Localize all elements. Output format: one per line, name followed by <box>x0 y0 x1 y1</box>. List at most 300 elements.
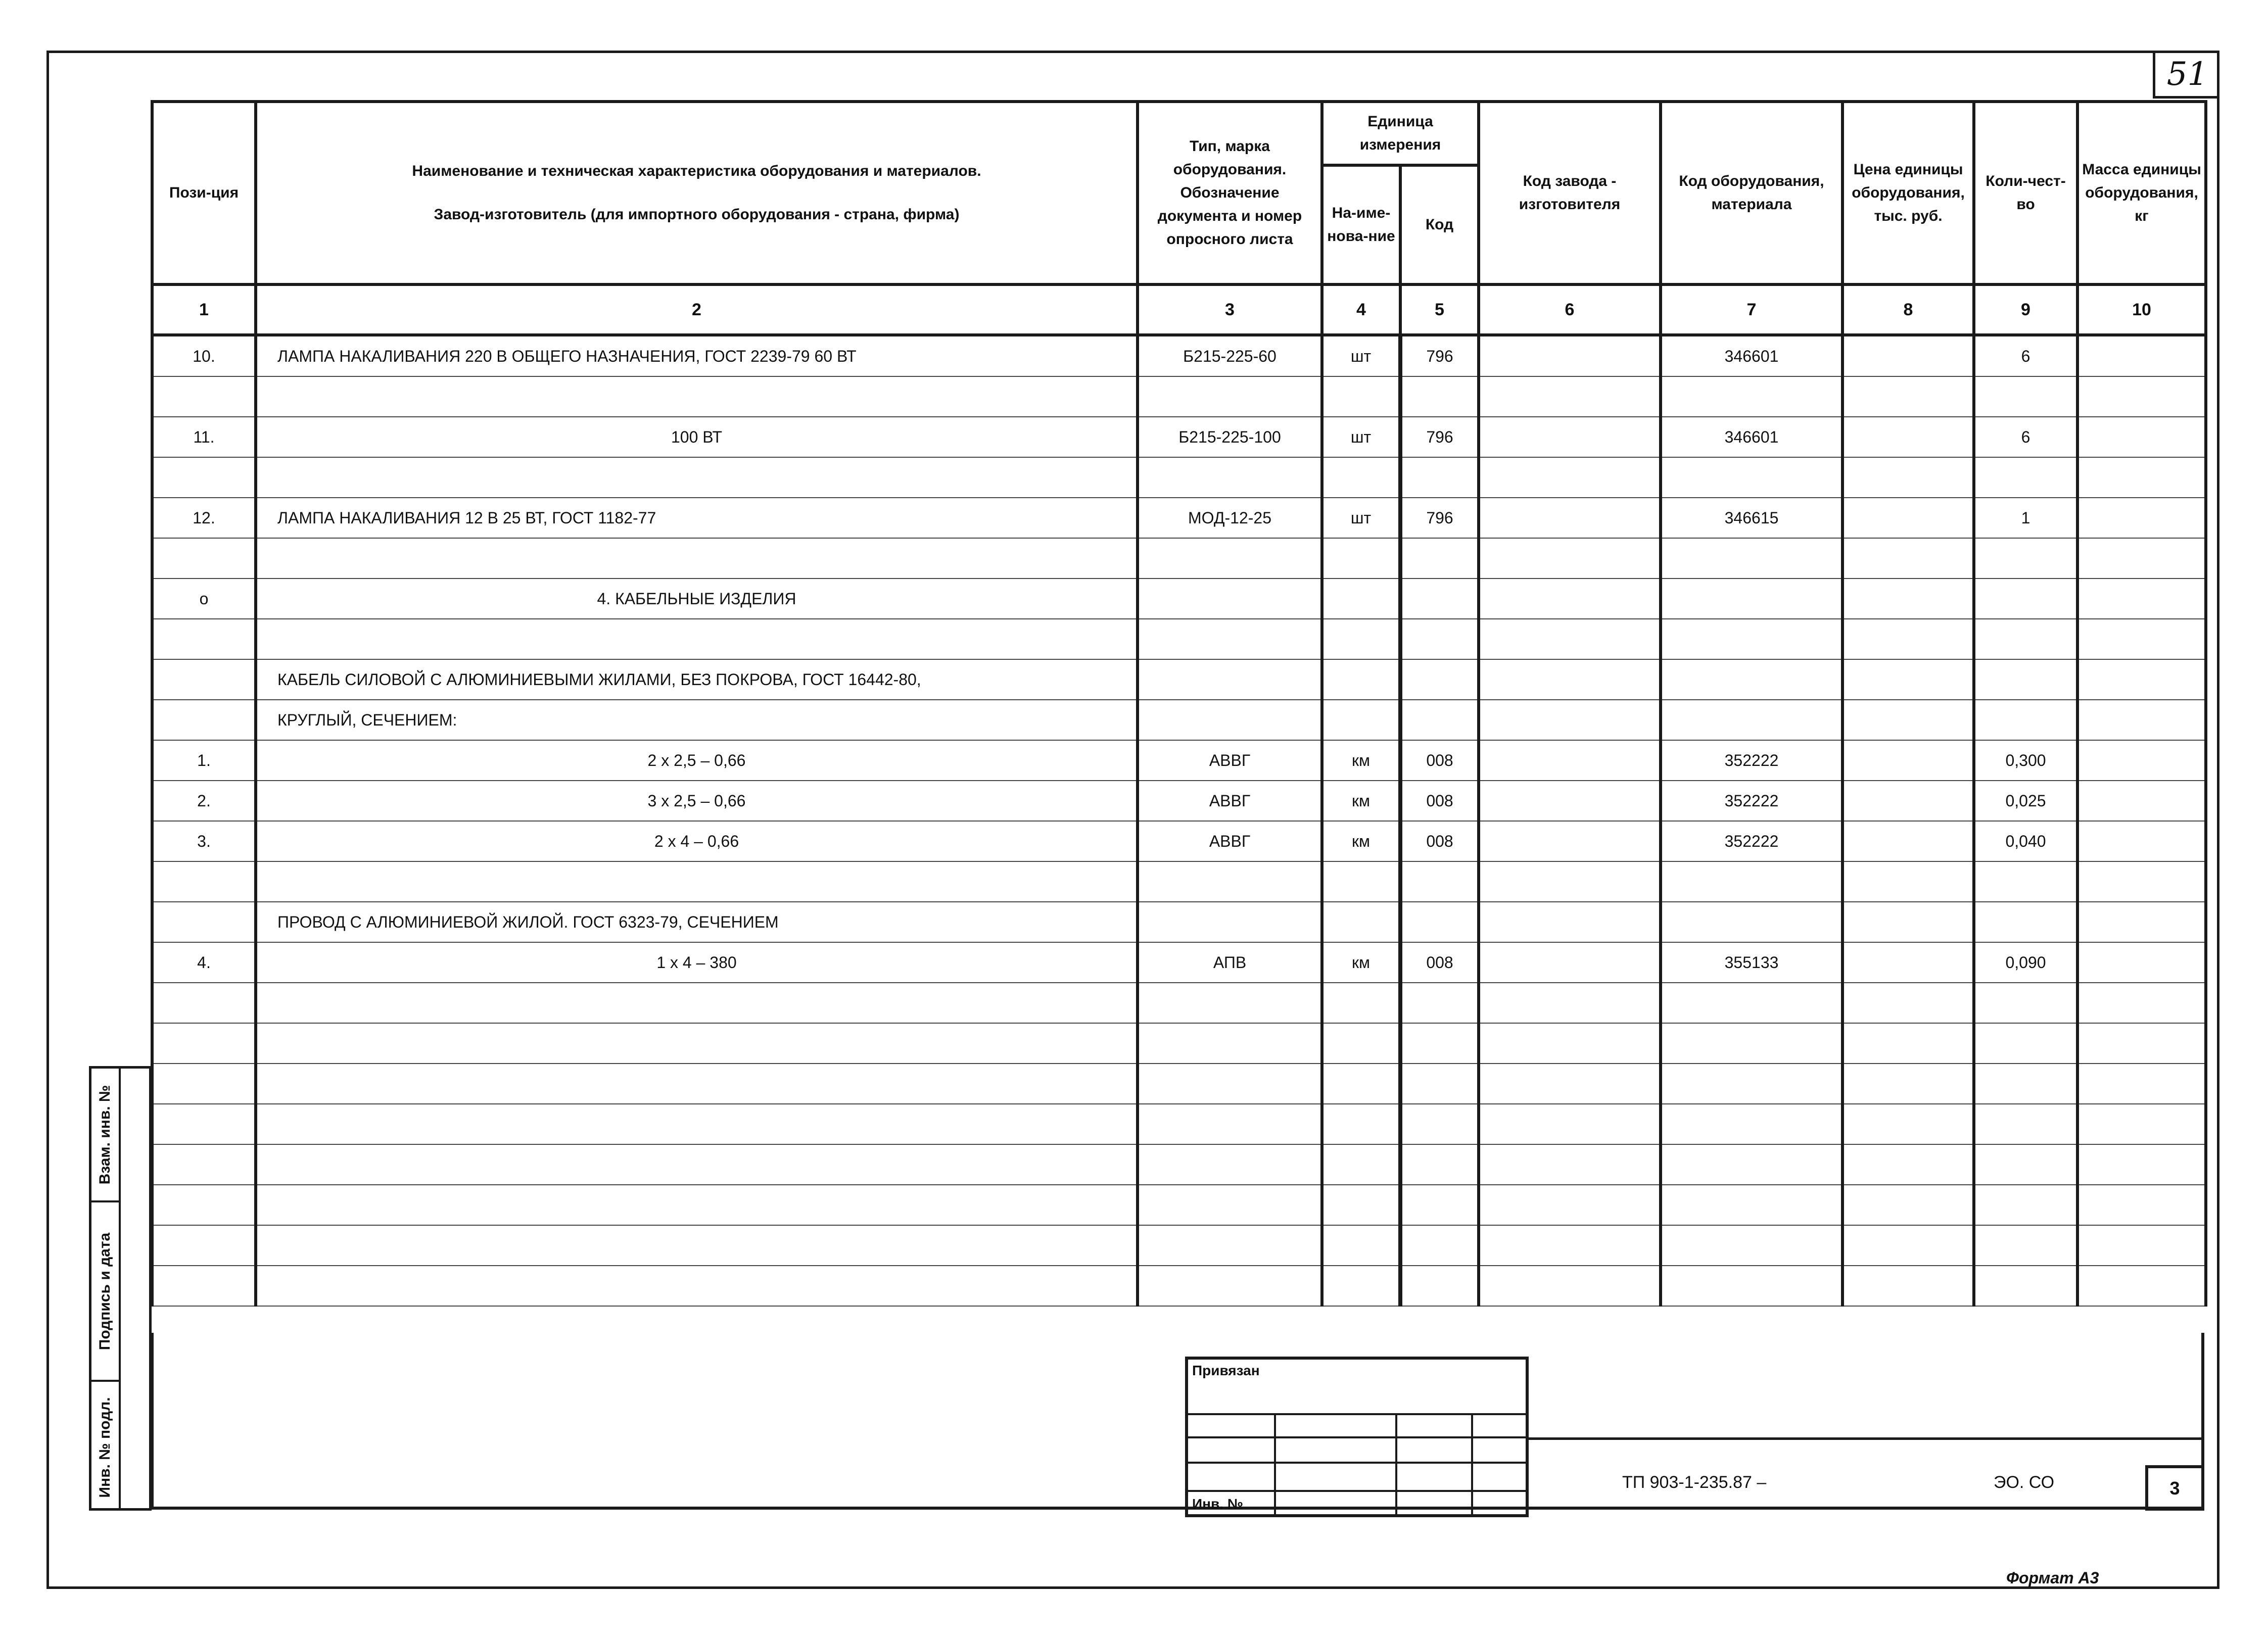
cell-type <box>1138 538 1322 578</box>
cell-factory-code <box>1479 1144 1661 1185</box>
cell-unit-code <box>1400 578 1479 619</box>
cell-price <box>1842 1023 1974 1064</box>
cell-equipment-code <box>1661 1266 1842 1306</box>
cell-equipment-code <box>1661 619 1842 659</box>
cell-type <box>1138 1023 1322 1064</box>
header-name <box>256 102 1138 284</box>
cell-unit-code <box>1400 983 1479 1023</box>
cell-equipment-code <box>1661 376 1842 417</box>
table-row <box>152 498 2206 538</box>
cell-mass <box>2077 417 2206 457</box>
column-number-row <box>152 284 2206 335</box>
cell-quantity <box>1974 1225 2077 1266</box>
cell-position: 12. <box>152 498 256 538</box>
header-price: Цена единицы оборудования, тыс. руб. <box>1842 102 1974 284</box>
binding-line <box>1188 1462 1526 1464</box>
header-equipment-code: Код оборудования, материала <box>1661 102 1842 284</box>
cell-name: 1 х 4 – 380 <box>256 942 1138 983</box>
cell-unit: шт <box>1322 417 1400 457</box>
cell-quantity <box>1974 457 2077 498</box>
cell-name <box>256 1023 1138 1064</box>
cell-name: 2 х 4 – 0,66 <box>256 821 1138 861</box>
cell-price <box>1842 1104 1974 1144</box>
cell-price <box>1842 498 1974 538</box>
column-number: 6 <box>1479 284 1661 335</box>
cell-name <box>256 1185 1138 1225</box>
column-number: 2 <box>256 284 1138 335</box>
cell-equipment-code <box>1661 1185 1842 1225</box>
cell-unit <box>1322 861 1400 902</box>
cell-type <box>1138 1144 1322 1185</box>
cell-unit <box>1322 376 1400 417</box>
header-unit-name: На-име-нова-ние <box>1322 165 1400 284</box>
cell-factory-code <box>1479 781 1661 821</box>
cell-name: КРУГЛЫЙ, СЕЧЕНИЕМ: <box>256 700 1138 740</box>
document-code: ТП 903-1-235.87 – <box>1622 1473 1767 1492</box>
cell-quantity <box>1974 902 2077 942</box>
cell-price <box>1842 821 1974 861</box>
cell-name: ЛАМПА НАКАЛИВАНИЯ 12 В 25 ВТ, ГОСТ 1182-77 <box>256 498 1138 538</box>
header-unit: Единица измерения <box>1322 102 1479 165</box>
cell-quantity: 6 <box>1974 417 2077 457</box>
column-number: 7 <box>1661 284 1842 335</box>
cell-position <box>152 861 256 902</box>
document-section: ЭО. СО <box>1994 1473 2055 1492</box>
cell-quantity <box>1974 578 2077 619</box>
cell-position <box>152 902 256 942</box>
cell-position <box>152 659 256 700</box>
table-row <box>152 781 2206 821</box>
side-label: Взам. инв. № <box>97 1085 113 1184</box>
cell-factory-code <box>1479 417 1661 457</box>
cell-equipment-code <box>1661 700 1842 740</box>
cell-type <box>1138 983 1322 1023</box>
cell-unit <box>1322 700 1400 740</box>
side-cell-replaced-inv <box>91 1069 119 1202</box>
cell-unit: км <box>1322 740 1400 781</box>
cell-unit-code <box>1400 1023 1479 1064</box>
specification-table <box>151 100 2207 1307</box>
column-number: 1 <box>152 284 256 335</box>
cell-name <box>256 1064 1138 1104</box>
cell-name: ЛАМПА НАКАЛИВАНИЯ 220 В ОБЩЕГО НАЗНАЧЕНИЯ, ГОСТ 2239-79 60 ВТ <box>256 335 1138 376</box>
cell-type: Б215-225-60 <box>1138 335 1322 376</box>
table-row <box>152 1144 2206 1185</box>
cell-unit <box>1322 983 1400 1023</box>
side-cell-original-inv <box>91 1382 119 1513</box>
table-row <box>152 983 2206 1023</box>
cell-name <box>256 376 1138 417</box>
cell-mass <box>2077 457 2206 498</box>
cell-quantity <box>1974 983 2077 1023</box>
cell-mass <box>2077 1064 2206 1104</box>
cell-name <box>256 1225 1138 1266</box>
cell-unit-code: 796 <box>1400 417 1479 457</box>
cell-position <box>152 700 256 740</box>
table-body <box>152 335 2206 1306</box>
cell-unit-code: 796 <box>1400 498 1479 538</box>
sheet-number: 51 <box>2153 51 2219 99</box>
cell-position <box>152 619 256 659</box>
cell-position <box>152 1064 256 1104</box>
cell-type <box>1138 659 1322 700</box>
cell-type <box>1138 700 1322 740</box>
table-row <box>152 740 2206 781</box>
cell-name: 4. КАБЕЛЬНЫЕ ИЗДЕЛИЯ <box>256 578 1138 619</box>
cell-position <box>152 1225 256 1266</box>
cell-unit <box>1322 619 1400 659</box>
cell-position <box>152 1144 256 1185</box>
cell-type: АВВГ <box>1138 821 1322 861</box>
cell-price <box>1842 659 1974 700</box>
cell-mass <box>2077 1185 2206 1225</box>
cell-unit <box>1322 1144 1400 1185</box>
cell-factory-code <box>1479 659 1661 700</box>
cell-factory-code <box>1479 942 1661 983</box>
cell-price <box>1842 1266 1974 1306</box>
cell-unit-code <box>1400 538 1479 578</box>
table-row <box>152 578 2206 619</box>
header-mass: Масса единицы оборудования, кг <box>2077 102 2206 284</box>
cell-unit-code <box>1400 1266 1479 1306</box>
cell-position <box>152 376 256 417</box>
cell-unit-code <box>1400 457 1479 498</box>
cell-name <box>256 983 1138 1023</box>
cell-quantity <box>1974 619 2077 659</box>
cell-mass <box>2077 740 2206 781</box>
cell-unit <box>1322 1266 1400 1306</box>
side-strip-divider <box>119 1069 121 1508</box>
binding-line <box>1188 1436 1526 1438</box>
cell-equipment-code <box>1661 457 1842 498</box>
cell-quantity: 0,090 <box>1974 942 2077 983</box>
cell-unit-code <box>1400 659 1479 700</box>
cell-factory-code <box>1479 1266 1661 1306</box>
cell-factory-code <box>1479 335 1661 376</box>
cell-name <box>256 861 1138 902</box>
cell-price <box>1842 861 1974 902</box>
cell-price <box>1842 983 1974 1023</box>
cell-unit-code: 008 <box>1400 942 1479 983</box>
cell-mass <box>2077 498 2206 538</box>
table-row <box>152 376 2206 417</box>
cell-unit-code: 796 <box>1400 335 1479 376</box>
cell-quantity: 6 <box>1974 335 2077 376</box>
column-number: 4 <box>1322 284 1400 335</box>
cell-quantity <box>1974 376 2077 417</box>
binding-label: Привязан <box>1192 1363 1260 1378</box>
side-cell-signature-date <box>91 1202 119 1382</box>
header-quantity: Коли-чест-во <box>1974 102 2077 284</box>
cell-price <box>1842 781 1974 821</box>
cell-name <box>256 1266 1138 1306</box>
header-unit-code: Код <box>1400 165 1479 284</box>
cell-name <box>256 619 1138 659</box>
cell-price <box>1842 1144 1974 1185</box>
binding-column-line <box>1471 1415 1473 1514</box>
binding-block <box>1185 1357 1529 1517</box>
cell-factory-code <box>1479 983 1661 1023</box>
cell-unit: км <box>1322 942 1400 983</box>
cell-type: АПВ <box>1138 942 1322 983</box>
column-number: 5 <box>1400 284 1479 335</box>
cell-quantity <box>1974 1023 2077 1064</box>
table-row <box>152 335 2206 376</box>
table-row <box>152 538 2206 578</box>
cell-price <box>1842 417 1974 457</box>
cell-mass <box>2077 1266 2206 1306</box>
side-label: Подпись и дата <box>97 1232 113 1350</box>
cell-equipment-code <box>1661 1225 1842 1266</box>
cell-quantity: 0,025 <box>1974 781 2077 821</box>
table-row <box>152 659 2206 700</box>
cell-quantity <box>1974 1185 2077 1225</box>
cell-type <box>1138 1064 1322 1104</box>
cell-position: 11. <box>152 417 256 457</box>
cell-unit-code <box>1400 700 1479 740</box>
cell-factory-code <box>1479 1225 1661 1266</box>
cell-mass <box>2077 861 2206 902</box>
table-row <box>152 417 2206 457</box>
sheet-box: 3 <box>2145 1465 2204 1511</box>
cell-equipment-code <box>1661 1064 1842 1104</box>
cell-factory-code <box>1479 861 1661 902</box>
cell-mass <box>2077 700 2206 740</box>
table-row <box>152 1225 2206 1266</box>
cell-equipment-code: 346601 <box>1661 417 1842 457</box>
cell-unit-code <box>1400 1225 1479 1266</box>
table-row <box>152 902 2206 942</box>
cell-quantity <box>1974 861 2077 902</box>
cell-equipment-code: 355133 <box>1661 942 1842 983</box>
cell-factory-code <box>1479 902 1661 942</box>
cell-unit <box>1322 578 1400 619</box>
cell-mass <box>2077 942 2206 983</box>
cell-unit <box>1322 538 1400 578</box>
cell-factory-code <box>1479 376 1661 417</box>
cell-equipment-code: 352222 <box>1661 821 1842 861</box>
cell-quantity <box>1974 700 2077 740</box>
cell-unit: шт <box>1322 335 1400 376</box>
cell-type: АВВГ <box>1138 740 1322 781</box>
cell-mass <box>2077 1104 2206 1144</box>
binding-column-line <box>1395 1415 1397 1514</box>
cell-equipment-code <box>1661 1023 1842 1064</box>
cell-factory-code <box>1479 700 1661 740</box>
cell-quantity: 0,300 <box>1974 740 2077 781</box>
cell-equipment-code: 352222 <box>1661 740 1842 781</box>
cell-factory-code <box>1479 457 1661 498</box>
cell-mass <box>2077 335 2206 376</box>
cell-type: АВВГ <box>1138 781 1322 821</box>
cell-factory-code <box>1479 1185 1661 1225</box>
cell-name <box>256 538 1138 578</box>
side-label: Инв. № подл. <box>97 1397 113 1498</box>
cell-name: 3 х 2,5 – 0,66 <box>256 781 1138 821</box>
cell-equipment-code: 346601 <box>1661 335 1842 376</box>
cell-unit-code: 008 <box>1400 781 1479 821</box>
cell-type <box>1138 1225 1322 1266</box>
cell-type: МОД-12-25 <box>1138 498 1322 538</box>
cell-position: 2. <box>152 781 256 821</box>
cell-mass <box>2077 376 2206 417</box>
cell-price <box>1842 1185 1974 1225</box>
cell-position <box>152 1104 256 1144</box>
header-factory-code: Код завода - изготовителя <box>1479 102 1661 284</box>
cell-unit-code <box>1400 1144 1479 1185</box>
cell-unit: км <box>1322 781 1400 821</box>
cell-factory-code <box>1479 740 1661 781</box>
cell-unit <box>1322 1185 1400 1225</box>
cell-type <box>1138 902 1322 942</box>
cell-equipment-code <box>1661 1104 1842 1144</box>
table-row <box>152 1064 2206 1104</box>
header-type: Тип, марка оборудования. Обозначение документа и номер опросного листа <box>1138 102 1322 284</box>
cell-unit <box>1322 457 1400 498</box>
cell-factory-code <box>1479 1064 1661 1104</box>
cell-type <box>1138 1185 1322 1225</box>
cell-quantity <box>1974 538 2077 578</box>
binding-column-line <box>1274 1415 1276 1514</box>
cell-price <box>1842 700 1974 740</box>
cell-unit-code <box>1400 902 1479 942</box>
cell-position <box>152 1023 256 1064</box>
table-row <box>152 1185 2206 1225</box>
cell-unit <box>1322 902 1400 942</box>
header-name-line1: Наименование и техническая характеристика оборудования и материалов. <box>412 163 981 179</box>
cell-unit <box>1322 1023 1400 1064</box>
cell-price <box>1842 457 1974 498</box>
cell-type: Б215-225-100 <box>1138 417 1322 457</box>
cell-equipment-code <box>1661 861 1842 902</box>
cell-name <box>256 1144 1138 1185</box>
cell-name: ПРОВОД С АЛЮМИНИЕВОЙ ЖИЛОЙ. ГОСТ 6323-79, СЕЧЕНИЕМ <box>256 902 1138 942</box>
cell-quantity <box>1974 659 2077 700</box>
cell-quantity: 0,040 <box>1974 821 2077 861</box>
cell-position: 4. <box>152 942 256 983</box>
cell-price <box>1842 538 1974 578</box>
table-row <box>152 1023 2206 1064</box>
cell-factory-code <box>1479 498 1661 538</box>
table-row <box>152 821 2206 861</box>
cell-unit <box>1322 1225 1400 1266</box>
cell-factory-code <box>1479 1104 1661 1144</box>
cell-equipment-code: 352222 <box>1661 781 1842 821</box>
column-number: 9 <box>1974 284 2077 335</box>
cell-price <box>1842 1064 1974 1104</box>
cell-position <box>152 983 256 1023</box>
cell-quantity <box>1974 1064 2077 1104</box>
cell-quantity <box>1974 1104 2077 1144</box>
cell-unit-code: 008 <box>1400 740 1479 781</box>
cell-unit-code <box>1400 861 1479 902</box>
table-row <box>152 1266 2206 1306</box>
table-row <box>152 942 2206 983</box>
cell-position <box>152 538 256 578</box>
cell-quantity: 1 <box>1974 498 2077 538</box>
cell-name: КАБЕЛЬ СИЛОВОЙ С АЛЮМИНИЕВЫМИ ЖИЛАМИ, БЕЗ ПОКРОВА, ГОСТ 16442-80, <box>256 659 1138 700</box>
cell-equipment-code <box>1661 1144 1842 1185</box>
table-row <box>152 619 2206 659</box>
cell-position: 3. <box>152 821 256 861</box>
cell-position: о <box>152 578 256 619</box>
cell-unit <box>1322 659 1400 700</box>
title-block-divider <box>1529 1437 2204 1440</box>
cell-price <box>1842 335 1974 376</box>
cell-mass <box>2077 538 2206 578</box>
cell-name: 100 ВТ <box>256 417 1138 457</box>
cell-equipment-code <box>1661 578 1842 619</box>
cell-position <box>152 1266 256 1306</box>
cell-quantity <box>1974 1266 2077 1306</box>
cell-name: 2 х 2,5 – 0,66 <box>256 740 1138 781</box>
cell-price <box>1842 578 1974 619</box>
cell-factory-code <box>1479 578 1661 619</box>
cell-mass <box>2077 983 2206 1023</box>
cell-position: 1. <box>152 740 256 781</box>
table-row <box>152 1104 2206 1144</box>
binding-line <box>1188 1490 1526 1492</box>
cell-type <box>1138 376 1322 417</box>
cell-equipment-code <box>1661 983 1842 1023</box>
cell-mass <box>2077 781 2206 821</box>
cell-unit-code: 008 <box>1400 821 1479 861</box>
cell-quantity <box>1974 1144 2077 1185</box>
cell-price <box>1842 902 1974 942</box>
cell-unit: км <box>1322 821 1400 861</box>
cell-equipment-code: 346615 <box>1661 498 1842 538</box>
cell-unit-code <box>1400 1064 1479 1104</box>
cell-price <box>1842 942 1974 983</box>
column-number: 3 <box>1138 284 1322 335</box>
cell-mass <box>2077 902 2206 942</box>
cell-position: 10. <box>152 335 256 376</box>
cell-type <box>1138 619 1322 659</box>
table-row <box>152 700 2206 740</box>
cell-equipment-code <box>1661 659 1842 700</box>
cell-unit: шт <box>1322 498 1400 538</box>
cell-unit-code <box>1400 1104 1479 1144</box>
cell-factory-code <box>1479 821 1661 861</box>
cell-name <box>256 457 1138 498</box>
cell-position <box>152 457 256 498</box>
table-row <box>152 457 2206 498</box>
cell-price <box>1842 740 1974 781</box>
cell-unit-code <box>1400 1185 1479 1225</box>
cell-type <box>1138 457 1322 498</box>
table-row <box>152 861 2206 902</box>
cell-price <box>1842 376 1974 417</box>
column-number: 8 <box>1842 284 1974 335</box>
cell-factory-code <box>1479 619 1661 659</box>
cell-name <box>256 1104 1138 1144</box>
format-label: Формат А3 <box>2006 1569 2099 1587</box>
cell-type <box>1138 1266 1322 1306</box>
cell-equipment-code <box>1661 902 1842 942</box>
cell-factory-code <box>1479 1023 1661 1064</box>
cell-mass <box>2077 1144 2206 1185</box>
cell-type <box>1138 861 1322 902</box>
cell-type <box>1138 578 1322 619</box>
cell-mass <box>2077 1023 2206 1064</box>
cell-mass <box>2077 578 2206 619</box>
cell-position <box>152 1185 256 1225</box>
cell-mass <box>2077 821 2206 861</box>
cell-equipment-code <box>1661 538 1842 578</box>
cell-mass <box>2077 619 2206 659</box>
cell-unit-code <box>1400 619 1479 659</box>
header-name-line2: Завод-изготовитель (для импортного оборудования - страна, фирма) <box>434 206 960 223</box>
